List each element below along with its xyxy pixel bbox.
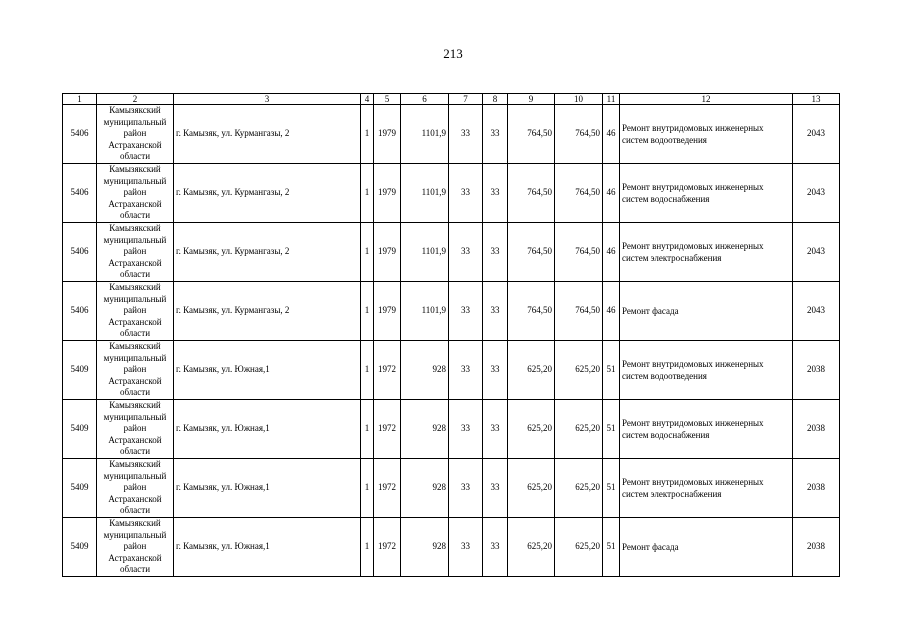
table-row xyxy=(63,459,840,518)
address-cell: г. Камызяк, ул. Курмангазы, 2 xyxy=(174,164,361,223)
cost-cell: 625,20 xyxy=(508,518,555,577)
planned-year-cell: 2043 xyxy=(793,223,840,282)
cost-cell: 764,50 xyxy=(555,282,603,341)
object-id-cell: 5409 xyxy=(63,459,97,518)
cost-cell: 764,50 xyxy=(555,223,603,282)
municipality-cell: Камызякский муниципальный район Астраханской области xyxy=(97,400,174,459)
area-cell: 928 xyxy=(401,459,449,518)
work-type-cell: Ремонт фасада xyxy=(620,518,793,577)
column-header: 4 xyxy=(361,94,374,105)
area-cell: 928 xyxy=(401,400,449,459)
year-cell: 1972 xyxy=(374,518,401,577)
object-id-cell: 5409 xyxy=(63,518,97,577)
year-cell: 1979 xyxy=(374,282,401,341)
value-cell: 33 xyxy=(449,400,483,459)
column-header: 10 xyxy=(555,94,603,105)
value-cell: 33 xyxy=(483,518,508,577)
column-header: 5 xyxy=(374,94,401,105)
count-cell: 1 xyxy=(361,400,374,459)
column-header: 8 xyxy=(483,94,508,105)
municipality-cell: Камызякский муниципальный район Астраханской области xyxy=(97,341,174,400)
year-cell: 1972 xyxy=(374,400,401,459)
value-cell: 33 xyxy=(483,341,508,400)
cost-cell: 764,50 xyxy=(508,164,555,223)
address-cell: г. Камызяк, ул. Курмангазы, 2 xyxy=(174,223,361,282)
value-cell: 33 xyxy=(483,400,508,459)
column-header: 1 xyxy=(63,94,97,105)
municipality-cell: Камызякский муниципальный район Астраханской области xyxy=(97,518,174,577)
register-table xyxy=(62,93,840,577)
year-cell: 1979 xyxy=(374,223,401,282)
table-row xyxy=(63,164,840,223)
area-cell: 1101,9 xyxy=(401,164,449,223)
value-cell: 33 xyxy=(483,105,508,164)
year-cell: 1979 xyxy=(374,164,401,223)
number-cell: 46 xyxy=(603,105,620,164)
table-row xyxy=(63,400,840,459)
value-cell: 33 xyxy=(449,164,483,223)
planned-year-cell: 2043 xyxy=(793,282,840,341)
area-cell: 1101,9 xyxy=(401,223,449,282)
cost-cell: 625,20 xyxy=(508,341,555,400)
planned-year-cell: 2038 xyxy=(793,341,840,400)
object-id-cell: 5406 xyxy=(63,223,97,282)
planned-year-cell: 2038 xyxy=(793,400,840,459)
municipality-cell: Камызякский муниципальный район Астраханской области xyxy=(97,282,174,341)
value-cell: 33 xyxy=(449,105,483,164)
value-cell: 33 xyxy=(449,518,483,577)
work-type-cell: Ремонт внутридомовых инженерных систем водоснабжения xyxy=(620,164,793,223)
count-cell: 1 xyxy=(361,223,374,282)
work-type-cell: Ремонт внутридомовых инженерных систем электроснабжения xyxy=(620,459,793,518)
column-header: 3 xyxy=(174,94,361,105)
number-cell: 51 xyxy=(603,341,620,400)
work-type-cell: Ремонт фасада xyxy=(620,282,793,341)
work-type-cell: Ремонт внутридомовых инженерных систем водоотведения xyxy=(620,341,793,400)
value-cell: 33 xyxy=(483,164,508,223)
cost-cell: 625,20 xyxy=(555,400,603,459)
page-number: 213 xyxy=(443,46,463,61)
planned-year-cell: 2043 xyxy=(793,164,840,223)
table-body xyxy=(63,105,840,577)
table-row xyxy=(63,341,840,400)
count-cell: 1 xyxy=(361,459,374,518)
work-type-cell: Ремонт внутридомовых инженерных систем электроснабжения xyxy=(620,223,793,282)
column-header: 6 xyxy=(401,94,449,105)
number-cell: 46 xyxy=(603,223,620,282)
table-row xyxy=(63,282,840,341)
header-row xyxy=(63,94,840,105)
cost-cell: 625,20 xyxy=(508,400,555,459)
cost-cell: 764,50 xyxy=(508,105,555,164)
planned-year-cell: 2038 xyxy=(793,518,840,577)
number-cell: 46 xyxy=(603,282,620,341)
address-cell: г. Камызяк, ул. Курмангазы, 2 xyxy=(174,282,361,341)
number-cell: 46 xyxy=(603,164,620,223)
column-header: 13 xyxy=(793,94,840,105)
cost-cell: 625,20 xyxy=(555,518,603,577)
value-cell: 33 xyxy=(449,223,483,282)
cost-cell: 764,50 xyxy=(555,105,603,164)
number-cell: 51 xyxy=(603,518,620,577)
cost-cell: 625,20 xyxy=(555,459,603,518)
count-cell: 1 xyxy=(361,282,374,341)
number-cell: 51 xyxy=(603,400,620,459)
value-cell: 33 xyxy=(483,282,508,341)
area-cell: 928 xyxy=(401,341,449,400)
count-cell: 1 xyxy=(361,164,374,223)
municipality-cell: Камызякский муниципальный район Астраханской области xyxy=(97,459,174,518)
planned-year-cell: 2038 xyxy=(793,459,840,518)
count-cell: 1 xyxy=(361,341,374,400)
area-cell: 1101,9 xyxy=(401,282,449,341)
address-cell: г. Камызяк, ул. Южная,1 xyxy=(174,341,361,400)
column-header: 7 xyxy=(449,94,483,105)
address-cell: г. Камызяк, ул. Южная,1 xyxy=(174,518,361,577)
number-cell: 51 xyxy=(603,459,620,518)
work-type-cell: Ремонт внутридомовых инженерных систем водоотведения xyxy=(620,105,793,164)
value-cell: 33 xyxy=(449,282,483,341)
table-row xyxy=(63,518,840,577)
object-id-cell: 5406 xyxy=(63,105,97,164)
value-cell: 33 xyxy=(449,459,483,518)
work-type-cell: Ремонт внутридомовых инженерных систем водоснабжения xyxy=(620,400,793,459)
address-cell: г. Камызяк, ул. Курмангазы, 2 xyxy=(174,105,361,164)
municipality-cell: Камызякский муниципальный район Астраханской области xyxy=(97,223,174,282)
column-header: 9 xyxy=(508,94,555,105)
cost-cell: 625,20 xyxy=(555,341,603,400)
address-cell: г. Камызяк, ул. Южная,1 xyxy=(174,459,361,518)
municipality-cell: Камызякский муниципальный район Астраханской области xyxy=(97,105,174,164)
object-id-cell: 5406 xyxy=(63,282,97,341)
count-cell: 1 xyxy=(361,518,374,577)
table-row xyxy=(63,105,840,164)
address-cell: г. Камызяк, ул. Южная,1 xyxy=(174,400,361,459)
cost-cell: 764,50 xyxy=(508,282,555,341)
municipality-cell: Камызякский муниципальный район Астраханской области xyxy=(97,164,174,223)
area-cell: 1101,9 xyxy=(401,105,449,164)
year-cell: 1972 xyxy=(374,341,401,400)
object-id-cell: 5406 xyxy=(63,164,97,223)
column-header: 2 xyxy=(97,94,174,105)
cost-cell: 625,20 xyxy=(508,459,555,518)
value-cell: 33 xyxy=(483,223,508,282)
year-cell: 1972 xyxy=(374,459,401,518)
year-cell: 1979 xyxy=(374,105,401,164)
area-cell: 928 xyxy=(401,518,449,577)
cost-cell: 764,50 xyxy=(555,164,603,223)
column-header: 11 xyxy=(603,94,620,105)
count-cell: 1 xyxy=(361,105,374,164)
table-row xyxy=(63,223,840,282)
column-header: 12 xyxy=(620,94,793,105)
object-id-cell: 5409 xyxy=(63,400,97,459)
object-id-cell: 5409 xyxy=(63,341,97,400)
value-cell: 33 xyxy=(483,459,508,518)
value-cell: 33 xyxy=(449,341,483,400)
planned-year-cell: 2043 xyxy=(793,105,840,164)
cost-cell: 764,50 xyxy=(508,223,555,282)
